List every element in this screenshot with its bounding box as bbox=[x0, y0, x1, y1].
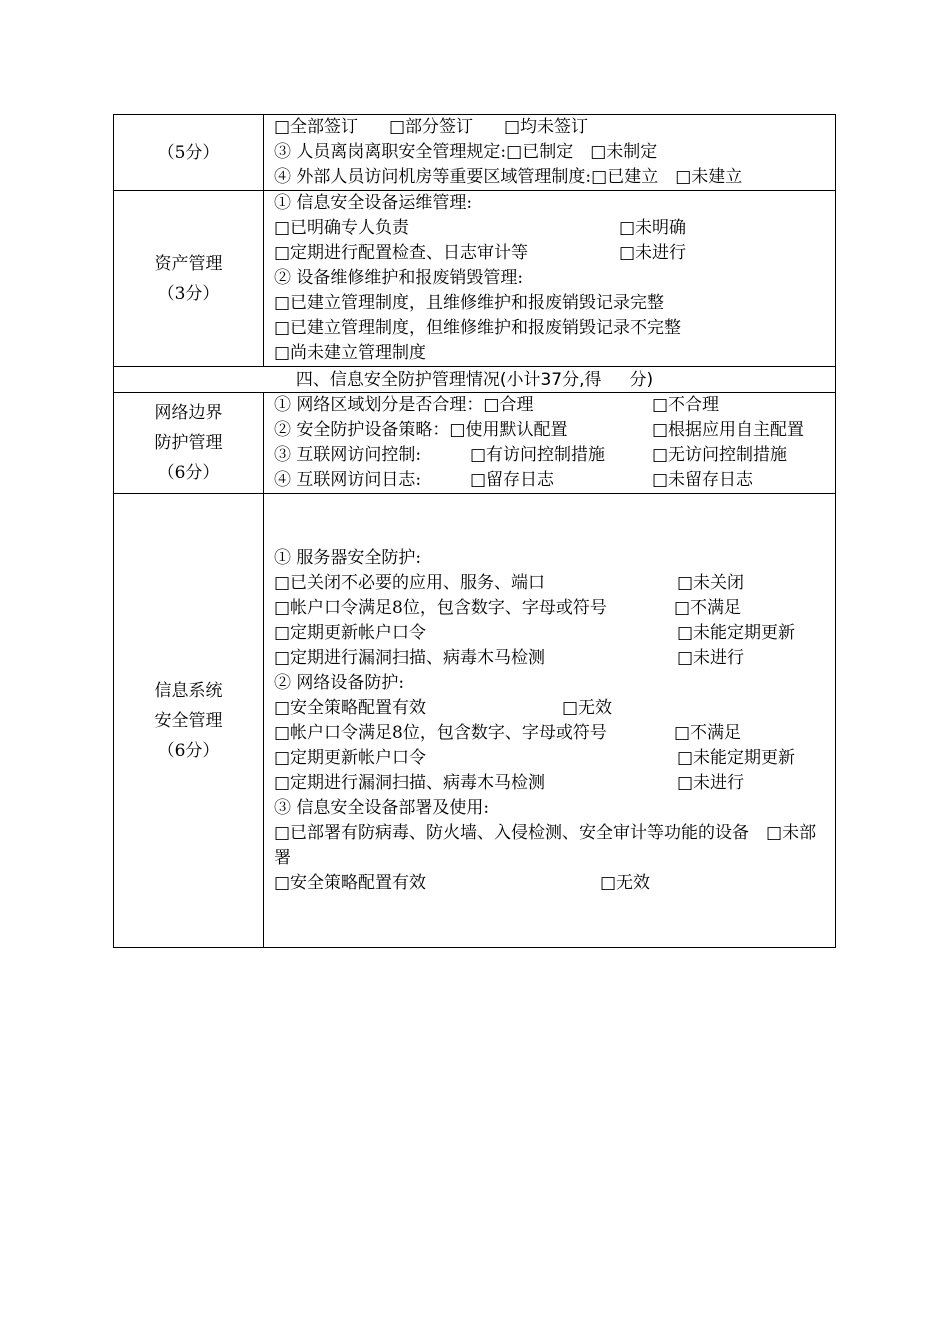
row-asset-content bbox=[264, 191, 836, 367]
checkbox-not-closed[interactable]: □未关闭 bbox=[677, 572, 745, 593]
checkbox-password-updated[interactable]: □定期更新帐户口令 bbox=[274, 622, 427, 643]
checkbox-log-not-retained[interactable]: □未留存日志 bbox=[652, 470, 754, 490]
access-log-label: ④ 互联网访问日志: bbox=[274, 470, 422, 490]
checkbox-device-password-ok[interactable]: □帐户口令满足8位，包含数字、字母或符号 bbox=[274, 722, 607, 743]
checkbox-security-policy-valid[interactable]: □安全策略配置有效 bbox=[274, 872, 427, 893]
row-personnel bbox=[114, 115, 836, 191]
server-ports-line bbox=[274, 571, 829, 596]
checkbox-scan-done[interactable]: □定期进行漏洞扫描、病毒木马检测 bbox=[274, 647, 546, 668]
checkbox-password-ok[interactable]: □帐户口令满足8位，包含数字、字母或符号 bbox=[274, 597, 607, 618]
checkbox-device-password-fail[interactable]: □不满足 bbox=[674, 722, 742, 743]
checkbox-not-specified[interactable]: □未明确 bbox=[619, 218, 687, 238]
network-log-line bbox=[274, 468, 829, 493]
checkbox-log-retained[interactable]: □留存日志 bbox=[470, 470, 555, 490]
device-scan-line bbox=[274, 771, 829, 796]
security-form-table bbox=[113, 114, 836, 948]
checkbox-password-not-updated[interactable]: □未能定期更新 bbox=[677, 622, 796, 643]
asset-item2-heading: ② 设备维修维护和报废销毁管理: bbox=[274, 268, 524, 288]
row-network-content bbox=[264, 393, 836, 494]
checkbox-responsible[interactable]: □已明确专人负责 bbox=[274, 218, 410, 238]
agreement-options-line bbox=[274, 115, 829, 140]
checkbox-security-policy-invalid[interactable]: □无效 bbox=[600, 872, 651, 893]
system-label-line2: 安全管理 bbox=[154, 710, 223, 731]
asset-item1-heading: ① 信息安全设备运维管理: bbox=[274, 193, 473, 213]
asset-config-check-line bbox=[274, 241, 829, 266]
section4-suffix: 分) bbox=[629, 369, 654, 390]
server-heading: ① 服务器安全防护: bbox=[274, 547, 422, 568]
resignation-policy-line[interactable]: ③ 人员离岗离职安全管理规定:□已制定 □未制定 bbox=[274, 142, 658, 162]
device-policy-line bbox=[274, 696, 829, 721]
system-label-score: （6分） bbox=[157, 740, 220, 761]
server-password-update-line bbox=[274, 621, 829, 646]
checkbox-device-password-not-updated[interactable]: □未能定期更新 bbox=[677, 747, 796, 768]
row-asset-label bbox=[114, 191, 264, 367]
checkbox-config-not-done[interactable]: □未进行 bbox=[619, 243, 687, 263]
network-policy-line bbox=[274, 418, 829, 443]
row-section4-header bbox=[114, 367, 836, 393]
checkbox-zone-reasonable[interactable]: ① 网络区域划分是否合理：□合理 bbox=[274, 395, 534, 415]
checkbox-unneeded-closed[interactable]: □已关闭不必要的应用、服务、端口 bbox=[274, 572, 546, 593]
row-system bbox=[114, 494, 836, 948]
row-system-content bbox=[264, 494, 836, 948]
row-asset bbox=[114, 191, 836, 367]
network-device-heading: ② 网络设备防护: bbox=[274, 672, 405, 693]
checkbox-device-policy-valid[interactable]: □安全策略配置有效 bbox=[274, 697, 427, 718]
access-control-label: ③ 互联网访问控制: bbox=[274, 445, 422, 465]
server-password-line bbox=[274, 596, 829, 621]
network-label-line1: 网络边界 bbox=[154, 403, 223, 423]
checkbox-partially-signed[interactable]: □部分签订 bbox=[389, 117, 474, 137]
checkbox-records-complete[interactable]: □已建立管理制度，且维修维护和报废销毁记录完整 bbox=[274, 293, 665, 313]
checkbox-no-access-control[interactable]: □无访问控制措施 bbox=[652, 445, 788, 465]
row-system-label bbox=[114, 494, 264, 948]
checkbox-none-signed[interactable]: □均未签订 bbox=[504, 117, 589, 137]
visitor-policy-line[interactable]: ④ 外部人员访问机房等重要区域管理制度:□已建立 □未建立 bbox=[274, 167, 743, 187]
section4-header bbox=[114, 367, 836, 393]
network-zone-line bbox=[274, 393, 829, 418]
system-label-line1: 信息系统 bbox=[154, 680, 223, 701]
checkbox-no-policy[interactable]: □尚未建立管理制度 bbox=[274, 343, 427, 363]
asset-label-score: （3分） bbox=[157, 283, 220, 304]
device-password-line bbox=[274, 721, 829, 746]
network-label-score: （6分） bbox=[157, 463, 220, 483]
row-personnel-label bbox=[114, 115, 264, 191]
section4-title: 四、信息安全防护管理情况(小计37分,得 bbox=[295, 369, 602, 390]
checkbox-scan-not-done[interactable]: □未进行 bbox=[677, 647, 745, 668]
checkbox-default-config[interactable]: ② 安全防护设备策略：□使用默认配置 bbox=[274, 420, 568, 440]
checkbox-device-policy-invalid[interactable]: □无效 bbox=[562, 697, 613, 718]
checkbox-zone-unreasonable[interactable]: □不合理 bbox=[652, 395, 720, 415]
row-personnel-content bbox=[264, 115, 836, 191]
network-label-line2: 防护管理 bbox=[154, 433, 223, 453]
checkbox-all-signed[interactable]: □全部签订 bbox=[274, 117, 359, 137]
checkbox-config-check[interactable]: □定期进行配置检查、日志审计等 bbox=[274, 243, 529, 263]
checkbox-password-fail[interactable]: □不满足 bbox=[674, 597, 742, 618]
checkbox-device-password-updated[interactable]: □定期更新帐户口令 bbox=[274, 747, 427, 768]
score-label: （5分） bbox=[157, 142, 220, 163]
checkbox-has-access-control[interactable]: □有访问控制措施 bbox=[470, 445, 606, 465]
checkbox-custom-config[interactable]: □根据应用自主配置 bbox=[652, 420, 805, 440]
security-device-policy-line bbox=[274, 871, 829, 896]
network-access-control-line bbox=[274, 443, 829, 468]
checkbox-devices-deployed[interactable]: □已部署有防病毒、防火墙、入侵检测、安全审计等功能的设备 □未部署 bbox=[274, 822, 817, 868]
row-network bbox=[114, 393, 836, 494]
asset-label-name: 资产管理 bbox=[154, 253, 223, 274]
checkbox-records-incomplete[interactable]: □已建立管理制度，但维修维护和报废销毁记录不完整 bbox=[274, 318, 682, 338]
checkbox-device-scan-done[interactable]: □定期进行漏洞扫描、病毒木马检测 bbox=[274, 772, 546, 793]
row-network-label bbox=[114, 393, 264, 494]
security-device-heading: ③ 信息安全设备部署及使用: bbox=[274, 797, 490, 818]
server-scan-line bbox=[274, 646, 829, 671]
asset-responsible-line bbox=[274, 216, 829, 241]
checkbox-device-scan-not-done[interactable]: □未进行 bbox=[677, 772, 745, 793]
device-password-update-line bbox=[274, 746, 829, 771]
